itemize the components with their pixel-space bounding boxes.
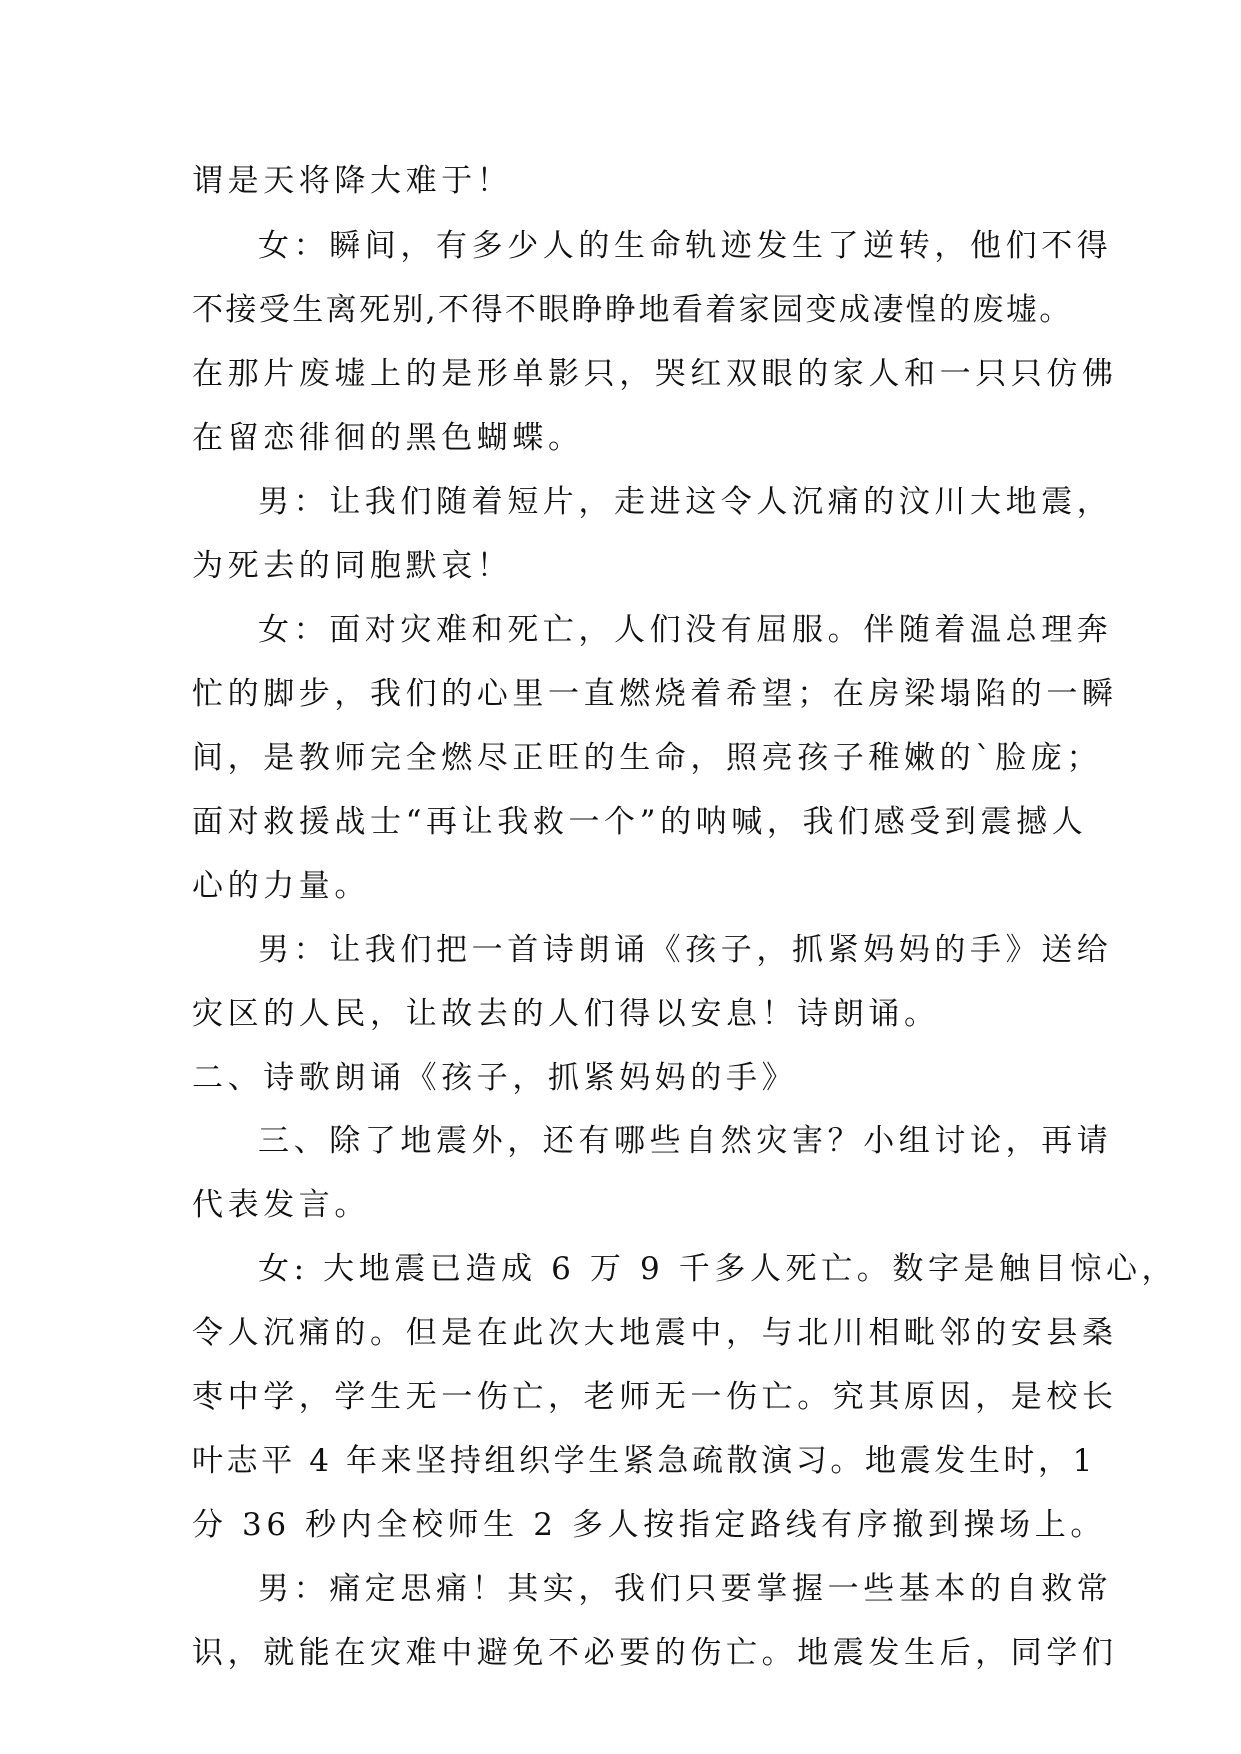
text-line: 分 36 秒内全校师生 2 多人按指定路线有序撤到操场上。 [192, 1507, 1106, 1543]
section-heading: 二、诗歌朗诵《孩子，抓紧妈妈的手》 [192, 1060, 798, 1096]
text-line: 枣中学，学生无一伤亡，老师无一伤亡。究其原因，是校长 [192, 1379, 1118, 1415]
text-line: 男：痛定思痛！其实，我们只要掌握一些基本的自救常 [258, 1571, 1113, 1607]
text-line: 叶志平 4 年来坚持组织学生紧急疏散演习。地震发生时，1 [192, 1443, 1096, 1479]
text-line: 谓是天将降大难于！ [192, 163, 513, 199]
section-heading: 三、除了地震外，还有哪些自然灾害？小组讨论，再请 [258, 1123, 1113, 1159]
text-line: 不接受生离死别,不得不眼睁睁地看着家园变成凄惶的废墟。 [192, 292, 1073, 328]
text-line: 灾区的人民，让故去的人们得以安息！诗朗诵。 [192, 996, 940, 1032]
text-line: 心的力量。 [192, 868, 370, 904]
text-line: 女：瞬间，有多少人的生命轨迹发生了逆转，他们不得 [258, 228, 1113, 264]
text-line: 间，是教师完全燃尽正旺的生命，照亮孩子稚嫩的`脸庞； [192, 740, 1103, 776]
text-line: 面对救援战士“再让我救一个”的呐喊，我们感受到震撼人 [192, 804, 1088, 840]
text-line: 为死去的同胞默哀！ [192, 548, 513, 584]
text-line: 女: 大地震已造成 6 万 9 千多人死亡。数字是触目惊心， [258, 1251, 1178, 1287]
text-line: 男：让我们把一首诗朗诵《孩子，抓紧妈妈的手》送给 [258, 932, 1113, 968]
text-line: 令人沉痛的。但是在此次大地震中，与北川相毗邻的安县桑 [192, 1315, 1118, 1351]
text-line: 在那片废墟上的是形单影只，哭红双眼的家人和一只只仿佛 [192, 356, 1118, 392]
text-line: 女：面对灾难和死亡，人们没有屈服。伴随着温总理奔 [258, 612, 1113, 648]
text-line: 代表发言。 [192, 1187, 370, 1223]
text-line: 男：让我们随着短片，走进这令人沉痛的汶川大地震， [258, 484, 1113, 520]
text-line: 识，就能在灾难中避免不必要的伤亡。地震发生后，同学们 [192, 1635, 1118, 1671]
text-line: 忙的脚步，我们的心里一直燃烧着希望；在房梁塌陷的一瞬 [192, 676, 1118, 712]
text-line: 在留恋徘徊的黑色蝴蝶。 [192, 420, 584, 456]
